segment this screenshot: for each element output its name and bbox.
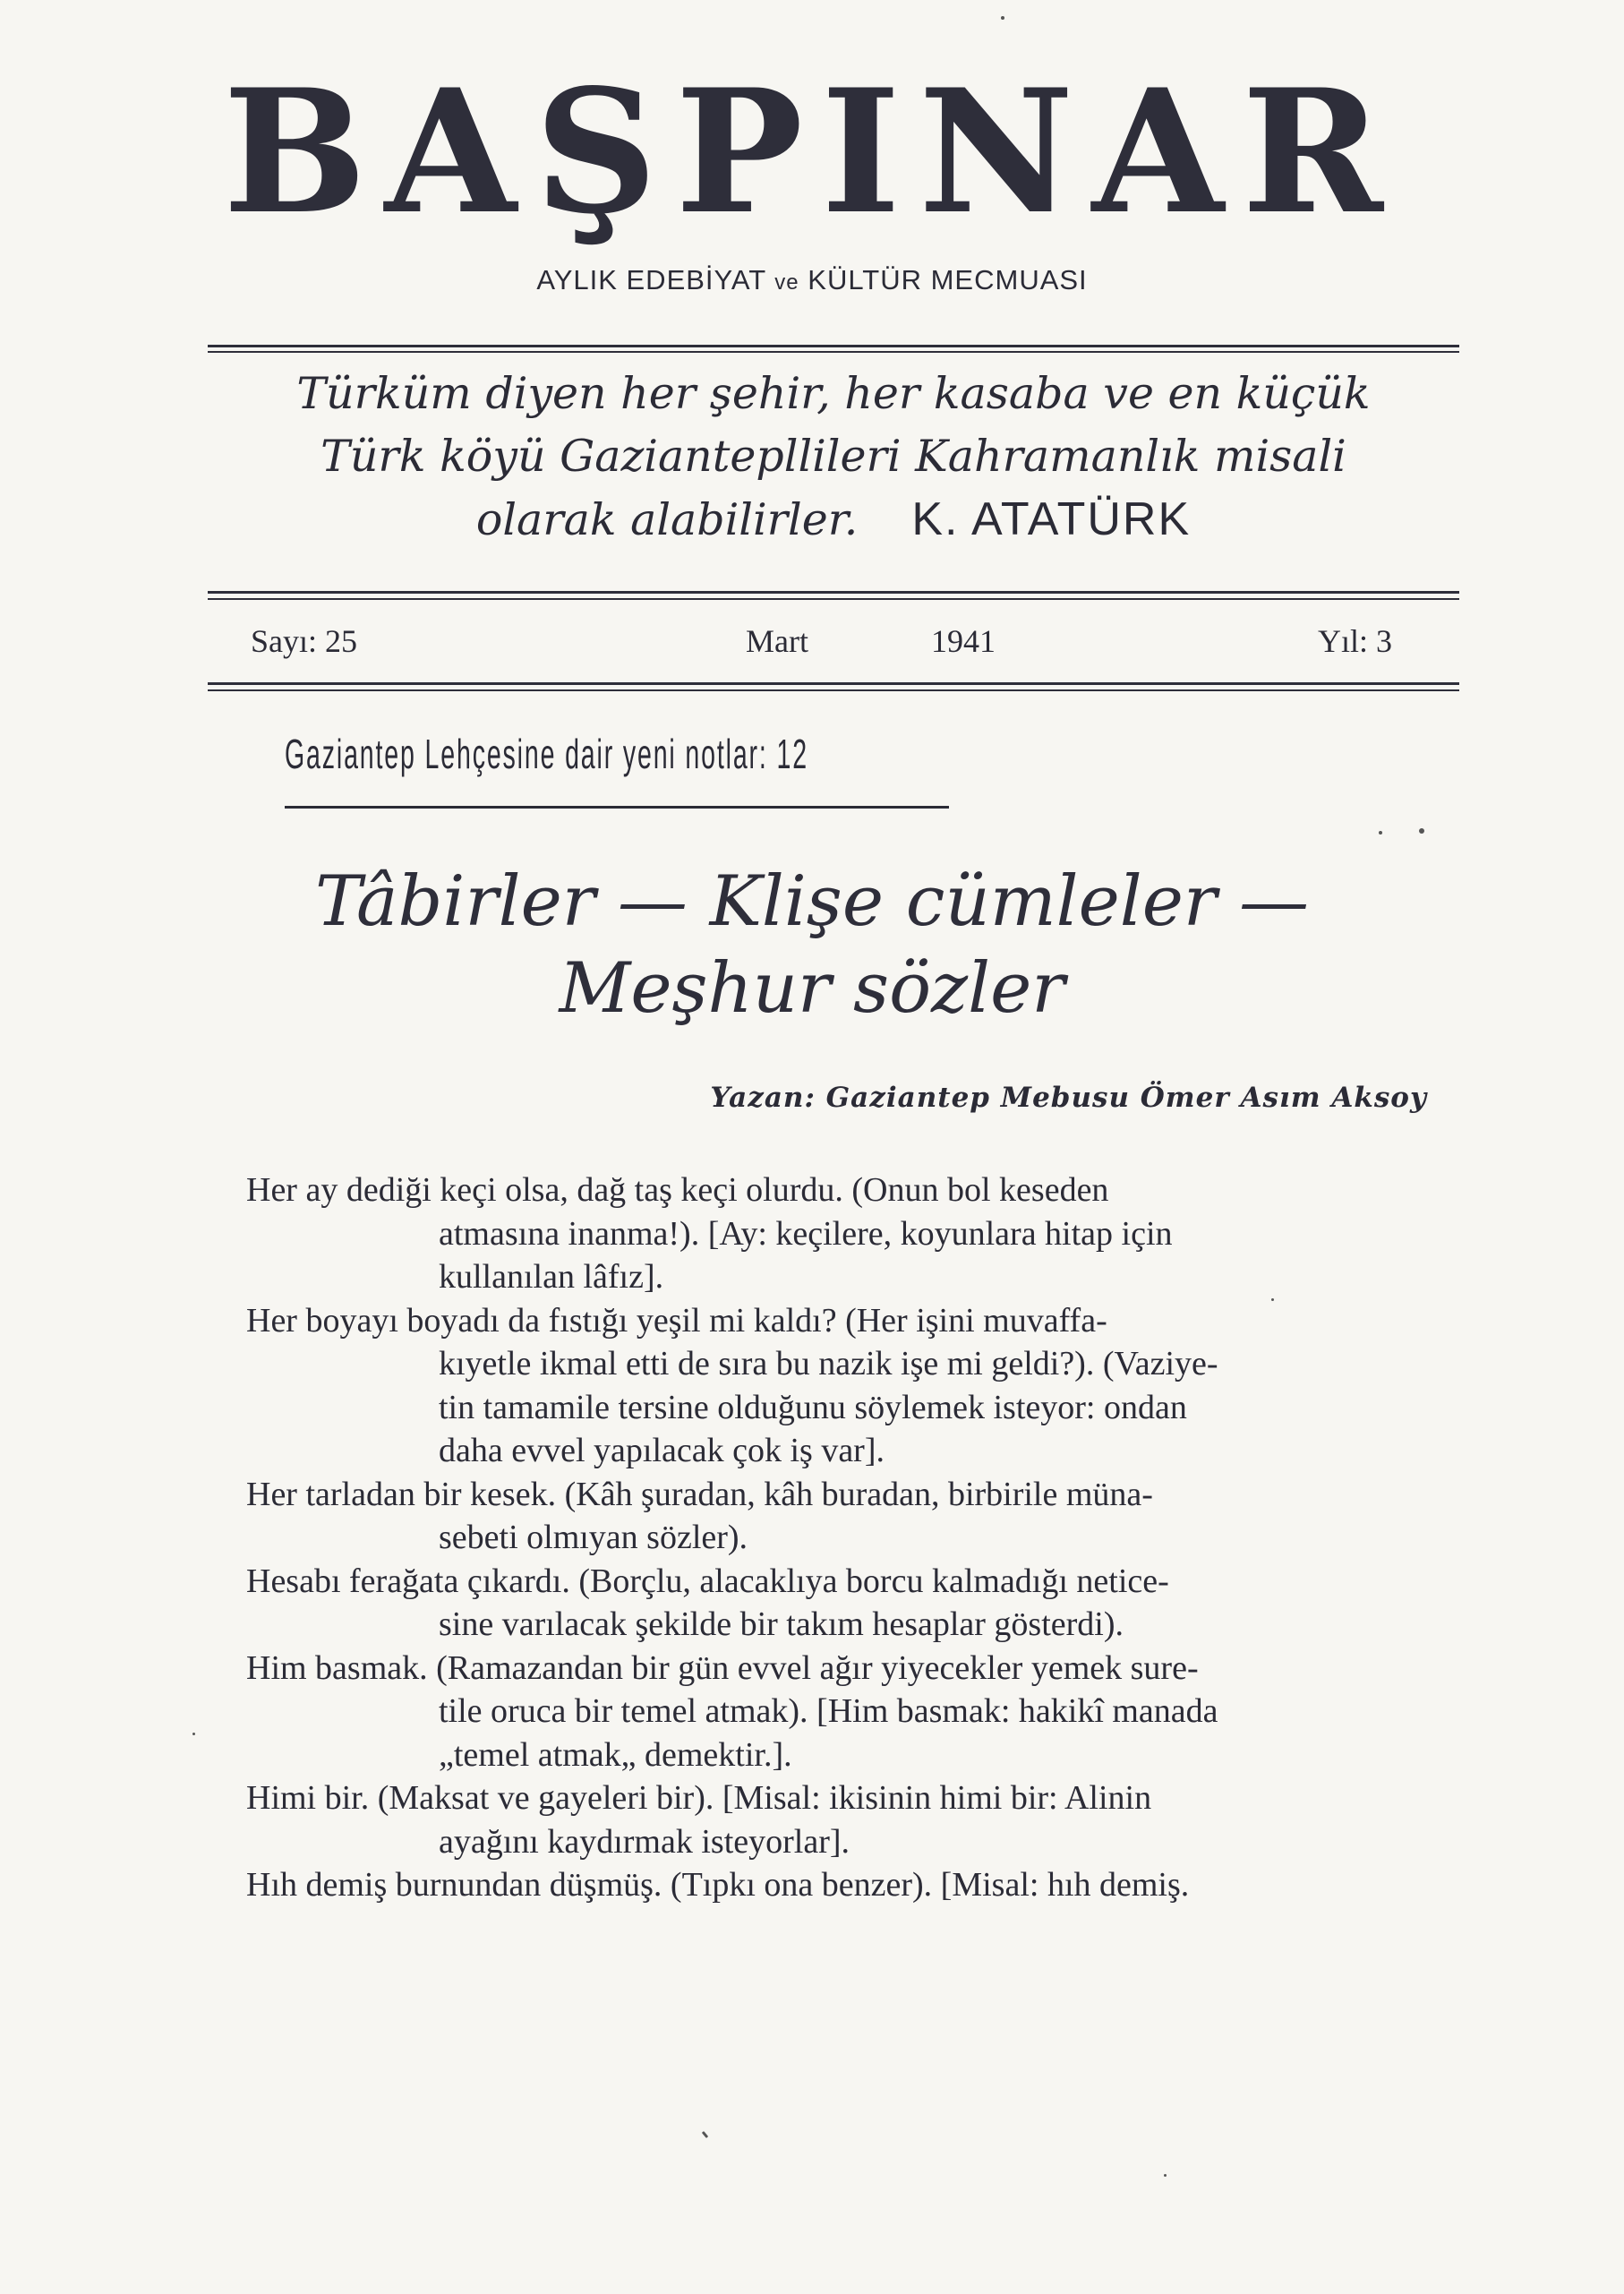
dictionary-entry [246, 1299, 1419, 1473]
subtitle-part2: KÜLTÜR MECMUASI [808, 264, 1088, 295]
entry-continuation-line: „temel atmak„ demektir.]. [439, 1735, 792, 1774]
article-byline: Yazan: Gaziantep Mebusu Ömer Asım Aksoy [710, 1082, 1427, 1114]
dictionary-entries [246, 1168, 1419, 1907]
print-speck [1271, 1298, 1274, 1301]
section-title: Gaziantep Lehçesine dair yeni notlar: 12 [285, 731, 808, 777]
issue-volume: Yıl: 3 [1318, 623, 1393, 659]
entry-continuation-line: tin tamamile tersine olduğunu söylemek isteyor: ondan [439, 1388, 1187, 1426]
dictionary-entry [246, 1863, 1419, 1907]
top-rule-inner [208, 351, 1459, 353]
print-speck [1379, 831, 1382, 835]
issue-rule [208, 682, 1459, 685]
dictionary-entry [246, 1647, 1419, 1777]
entry-headword-line: Hıh demiş burnundan düşmüş. (Tıpkı ona benzer). [Misal: hıh demiş. [246, 1866, 1190, 1904]
entry-headword-line: Her boyayı boyadı da fıstığı yeşil mi kaldı? (Her işini muvaffa- [246, 1301, 1107, 1340]
subtitle-part1: AYLIK EDEBİYAT [536, 264, 766, 295]
print-speck [1001, 16, 1004, 20]
entry-continuation-line: ayağını kaydırmak isteyorlar]. [439, 1822, 850, 1861]
print-speck [192, 1733, 195, 1735]
issue-year: 1941 [931, 623, 996, 659]
top-rule [208, 345, 1459, 347]
quote-line-2: Türk köyü Gaziantepllileri Kahramanlık misali [321, 431, 1346, 482]
masthead-subtitle [0, 264, 1624, 296]
entry-continuation-line: kıyetle ikmal etti de sıra bu nazik işe mi geldi?). (Vaziye- [439, 1345, 1218, 1382]
middle-rule-inner [208, 598, 1459, 600]
entry-headword-line: Her ay dediği keçi olsa, dağ taş keçi olurdu. (Onun bol keseden [246, 1171, 1109, 1209]
dictionary-entry [246, 1776, 1419, 1863]
dictionary-entry [246, 1473, 1419, 1560]
ataturk-quote [208, 363, 1459, 552]
quote-line-3 [208, 488, 1459, 552]
entry-headword-line: Hesabı ferağata çıkardı. (Borçlu, alacaklıya borcu kalmadığı netice- [246, 1562, 1169, 1600]
dictionary-entry [246, 1560, 1419, 1647]
middle-rule [208, 591, 1459, 594]
quote-author: K. ATATÜRK [911, 493, 1192, 545]
section-underline [285, 806, 949, 809]
entry-continuation-line: tile oruca bir temel atmak). [Him basmak: hakikî manada [439, 1692, 1218, 1730]
issue-month: Mart [746, 623, 808, 659]
print-speck [1164, 2174, 1167, 2177]
entry-headword-line: Himi bir. (Maksat ve gayeleri bir). [Misal: ikisinin himi bir: Alinin [246, 1779, 1152, 1817]
dictionary-entry [246, 1168, 1419, 1299]
issue-number: Sayı: 25 [251, 623, 358, 659]
print-speck [702, 2131, 708, 2138]
subtitle-ve: ve [774, 270, 799, 295]
quote-line-1: Türküm diyen her şehir, her kasaba ve en küçük [296, 368, 1371, 419]
entry-continuation-line: sebeti olmıyan sözler). [439, 1519, 748, 1556]
entry-headword-line: Her tarladan bir kesek. (Kâh şuradan, kâh buradan, birbirile müna- [246, 1475, 1153, 1513]
entry-continuation-line: sine varılacak şekilde bir takım hesaplar gösterdi). [439, 1605, 1124, 1643]
entry-continuation-line: daha evvel yapılacak çok iş var]. [439, 1432, 885, 1469]
print-speck [1419, 828, 1424, 834]
article-headline-line-1: Tâbirler — Klişe cümleler — [315, 861, 1309, 942]
article-headline-line-2: Meşhur sözler [559, 948, 1065, 1029]
entry-continuation-line: kullanılan lâfız]. [439, 1258, 664, 1296]
entry-continuation-line: atmasına inanma!). [Ay: keçilere, koyunlara hitap için [439, 1214, 1173, 1253]
quote-line-3-text: olarak alabilirler. [475, 494, 859, 545]
issue-rule-inner [208, 689, 1459, 691]
masthead-title: BAŞPINAR [223, 52, 1401, 252]
entry-headword-line: Him basmak. (Ramazandan bir gün evvel ağır yiyecekler yemek sure- [246, 1648, 1199, 1687]
